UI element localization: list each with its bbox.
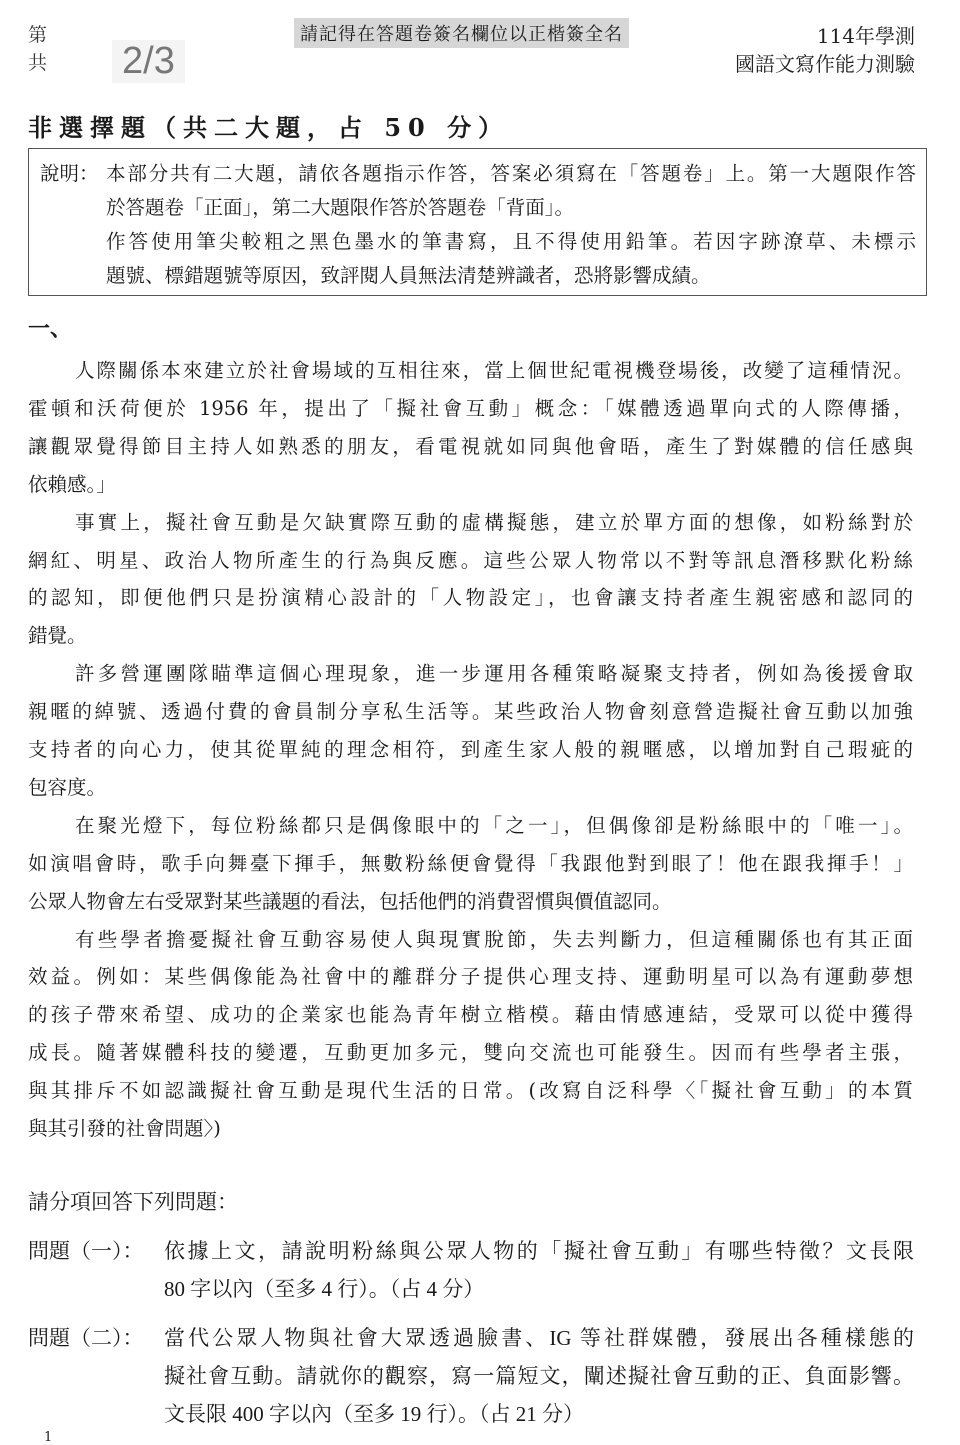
section-title: 非選擇題（共二大題，占 50 分） xyxy=(28,113,510,142)
passage-line: 成長。隨著媒體科技的變遷，互動更加多元，雙向交流也可能發生。因而有些學者主張， xyxy=(28,1041,913,1065)
question-line: 擬社會互動。請就你的觀察，寫一篇短文，闡述擬社會互動的正、負面影響。 xyxy=(164,1364,914,1388)
passage-line: 人際關係本來建立於社會場域的互相往來，當上個世紀電視機登場後，改變了這種情況。 xyxy=(75,359,913,382)
footer-page-number: 1 xyxy=(44,1430,53,1445)
passage-line: 依賴感。」 xyxy=(28,472,116,496)
passage-line: 網紅、明星、政治人物所產生的行為與反應。這些公眾人物常以不對等訊息潛移默化粉絲 xyxy=(28,548,913,572)
passage-line: 在聚光燈下，每位粉絲都只是偶像眼中的「之一」，但偶像卻是粉絲眼中的「唯一」。 xyxy=(75,813,913,837)
exam-year: 114年學測 xyxy=(816,24,915,48)
passage-line: 錯覺。 xyxy=(28,624,87,648)
passage-line: 有些學者擔憂擬社會互動容易使人與現實脫節，失去判斷力，但這種關係也有其正面 xyxy=(75,927,913,951)
question-line: 依據上文，請說明粉絲與公眾人物的「擬社會互動」有哪些特徵？文長限 xyxy=(164,1239,914,1263)
passage-line: 與其排斥不如認識擬社會互動是現代生活的日常。(改寫自泛科學〈「擬社會互動」的本質 xyxy=(28,1079,913,1103)
question-label: 問題（二）： xyxy=(28,1326,144,1350)
passage-line: 的認知，即便他們只是扮演精心設計的「人物設定」，也會讓支持者產生親密感和認同的 xyxy=(28,586,913,610)
questions-intro: 請分項回答下列問題： xyxy=(28,1190,238,1214)
passage-line: 許多營運團隊瞄準這個心理現象，進一步運用各種策略凝聚支持者，例如為後援會取 xyxy=(75,662,913,686)
question-line: 80 字以內（至多 4 行）。（占 4 分） xyxy=(164,1277,485,1301)
instructions-line: 於答題卷「正面」，第二大題限作答於答題卷「背面」。 xyxy=(106,196,575,219)
passage-line: 讓觀眾覺得節目主持人如熟悉的朋友，看電視就如同與他會晤，產生了對媒體的信任感與 xyxy=(28,434,913,458)
question-label: 問題（一）： xyxy=(28,1239,144,1263)
header-side-char-1: 第 xyxy=(28,24,48,46)
passage-line: 與其引發的社會問題〉) xyxy=(28,1117,221,1140)
passage-line: 霍頓和沃荷便於 1956 年，提出了「擬社會互動」概念：「媒體透過單向式的人際傳播， xyxy=(28,396,913,420)
passage-line: 親暱的綽號、透過付費的會員制分享私生活等。某些政治人物會刻意營造擬社會互動以加強 xyxy=(28,700,913,724)
instructions-line: 作答使用筆尖較粗之黑色墨水的筆書寫，且不得使用鉛筆。若因字跡潦草、未標示 xyxy=(106,230,916,253)
passage-line: 如演唱會時，歌手向舞臺下揮手，無數粉絲便會覺得「我跟他對到眼了！他在跟我揮手！」 xyxy=(28,851,913,875)
passage-line: 事實上，擬社會互動是欠缺實際互動的虛構擬態，建立於單方面的想像，如粉絲對於 xyxy=(75,510,913,534)
passage-line: 的孩子帶來希望、成功的企業家也能為青年樹立楷模。藉由情感連結，受眾可以從中獲得 xyxy=(28,1003,913,1027)
passage-line: 支持者的向心力，使其從單純的理念相符，到產生家人般的親暱感，以增加對自己瑕疵的 xyxy=(28,738,913,761)
part-label: 一、 xyxy=(28,316,73,342)
exam-name: 國語文寫作能力測驗 xyxy=(735,52,915,76)
page-indicator: 2/3 xyxy=(112,40,185,83)
passage-line: 公眾人物會左右受眾對某些議題的看法，包括他們的消費習慣與價值認同。 xyxy=(28,889,672,913)
passage-line: 效益。例如：某些偶像能為社會中的離群分子提供心理支持、運動明星可以為有運動夢想 xyxy=(28,965,913,989)
instructions-line: 題號、標錯題號等原因，致評閱人員無法清楚辨識者，恐將影響成績。 xyxy=(106,264,711,287)
signature-notice: 請記得在答題卷簽名欄位以正楷簽全名 xyxy=(294,18,629,48)
question-line: 文長限 400 字以內（至多 19 行）。（占 21 分） xyxy=(164,1402,584,1426)
instructions-line: 本部分共有二大題，請依各題指示作答，答案必須寫在「答題卷」上。第一大題限作答 xyxy=(106,162,916,185)
passage-line: 包容度。 xyxy=(28,775,107,799)
header-side-char-2: 共 xyxy=(28,52,48,74)
instructions-label: 說明： xyxy=(40,162,99,185)
question-line: 當代公眾人物與社會大眾透過臉書、IG 等社群媒體，發展出各種樣態的 xyxy=(164,1326,914,1350)
